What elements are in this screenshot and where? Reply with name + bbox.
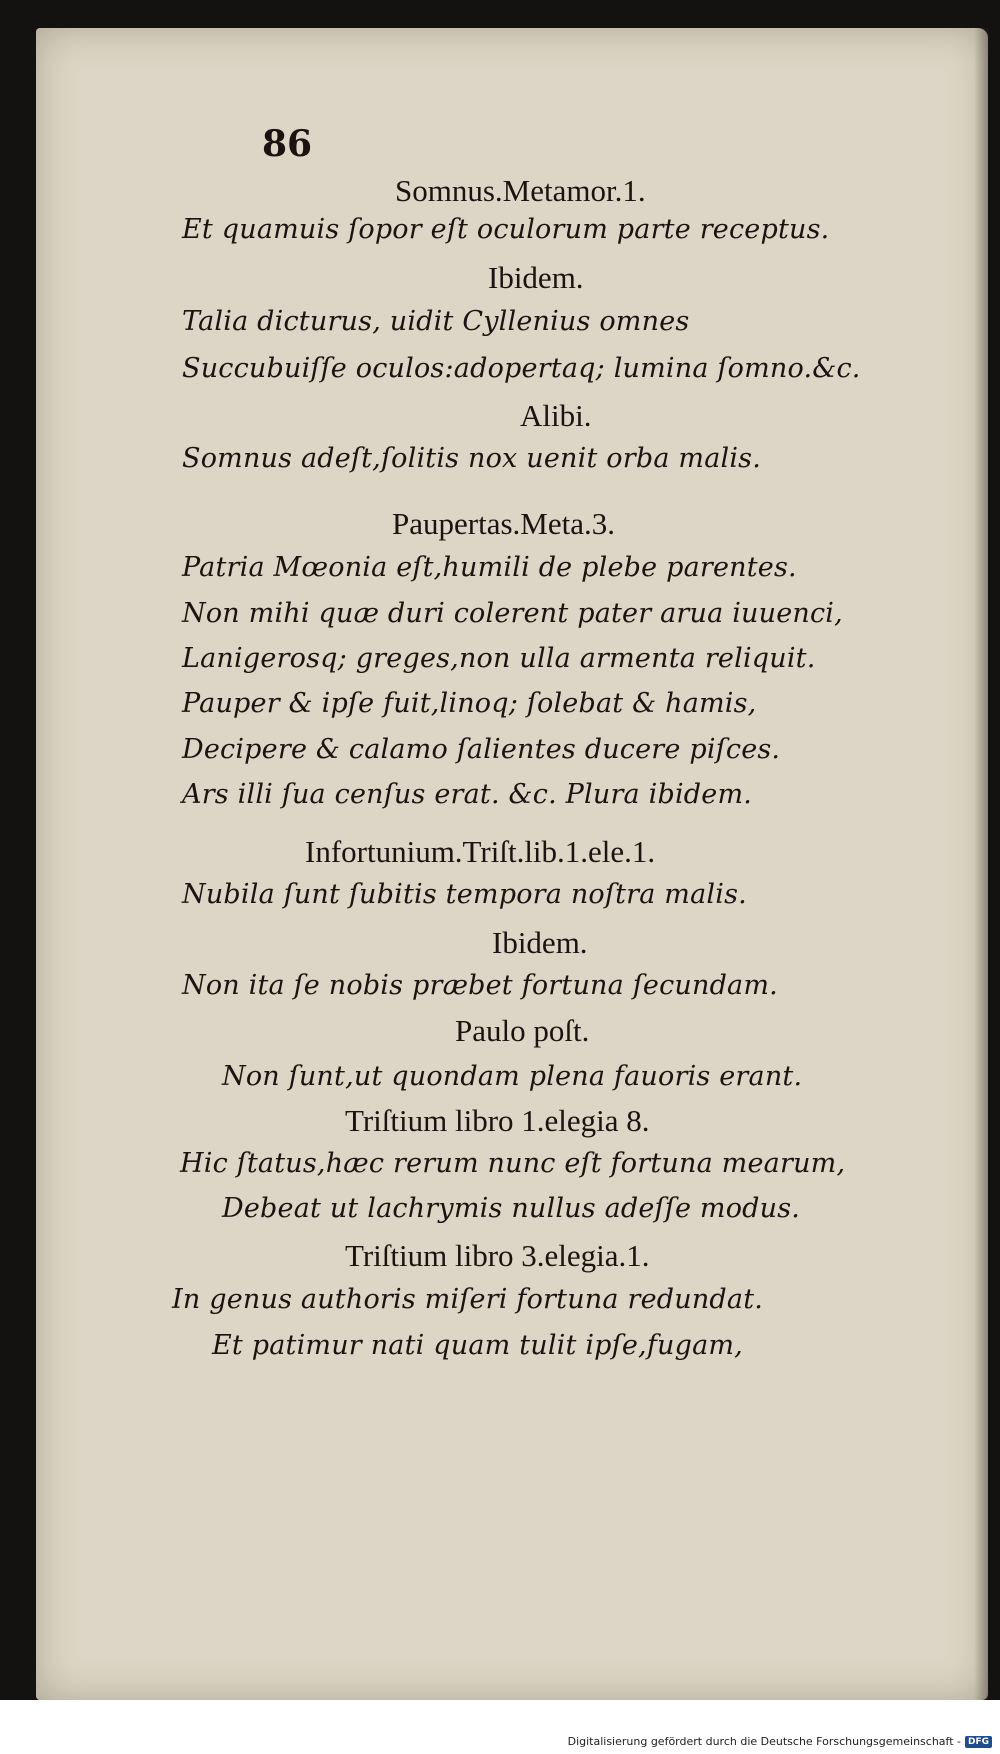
verse-line: Nubila ſunt ſubitis tempora noſtra malis. [182, 879, 747, 910]
verse-line: Pauper & ipſe fuit,linoq; ſolebat & hamis, [182, 688, 757, 719]
verse-line: Non ſunt,ut quondam plena fauoris erant. [222, 1061, 803, 1092]
verse-line: Talia dicturus, uidit Cyllenius omnes [182, 306, 690, 337]
verse-line: Succubuiſſe oculos:adopertaq; lumina ſomno.&c. [182, 353, 861, 384]
verse-line: Et patimur nati quam tulit ipſe,fugam, [212, 1330, 743, 1361]
section-heading: Infortunium.Triſt.lib.1.ele.1. [305, 834, 656, 869]
verse-line: Somnus adeſt,ſolitis nox uenit orba malis. [182, 443, 762, 474]
page-edge-shadow [974, 28, 988, 1700]
section-heading: Triſtium libro 3.elegia.1. [345, 1238, 650, 1273]
section-heading: Somnus.Metamor.1. [395, 173, 646, 208]
section-heading: Alibi. [520, 398, 592, 433]
section-heading: Triſtium libro 1.elegia 8. [345, 1103, 650, 1138]
verse-line: Lanigerosq; greges,non ulla armenta reliquit. [182, 643, 816, 674]
section-heading: Paulo poſt. [455, 1013, 590, 1048]
verse-line: Debeat ut lachrymis nullus adeſſe modus. [222, 1193, 801, 1224]
verse-line: Non mihi quæ duri colerent pater arua iuuenci, [182, 598, 843, 629]
verse-line: Et quamuis ſopor eſt oculorum parte receptus. [182, 214, 830, 245]
page-number: 86 [262, 123, 313, 165]
verse-line: In genus authoris miſeri fortuna redundat. [172, 1284, 764, 1315]
digitization-credit [568, 1735, 992, 1748]
verse-line: Hic ſtatus,hæc rerum nunc eſt fortuna mearum, [180, 1148, 846, 1179]
verse-line: Non ita ſe nobis præbet fortuna ſecundam. [182, 970, 778, 1001]
section-heading: Paupertas.Meta.3. [392, 506, 615, 541]
verse-line: Ars illi ſua cenſus erat. &c. Plura ibidem. [182, 779, 753, 810]
credit-text: Digitalisierung gefördert durch die Deutsche Forschungsgemeinschaft - [567, 1735, 961, 1748]
verse-line: Decipere & calamo ſalientes ducere piſces. [182, 734, 781, 765]
footer-band [0, 1700, 1000, 1754]
section-heading: Ibidem. [488, 260, 584, 295]
dfg-logo: DFG [965, 1736, 992, 1748]
verse-line: Patria Mœonia eſt,humili de plebe parentes. [182, 552, 797, 583]
section-heading: Ibidem. [492, 925, 588, 960]
